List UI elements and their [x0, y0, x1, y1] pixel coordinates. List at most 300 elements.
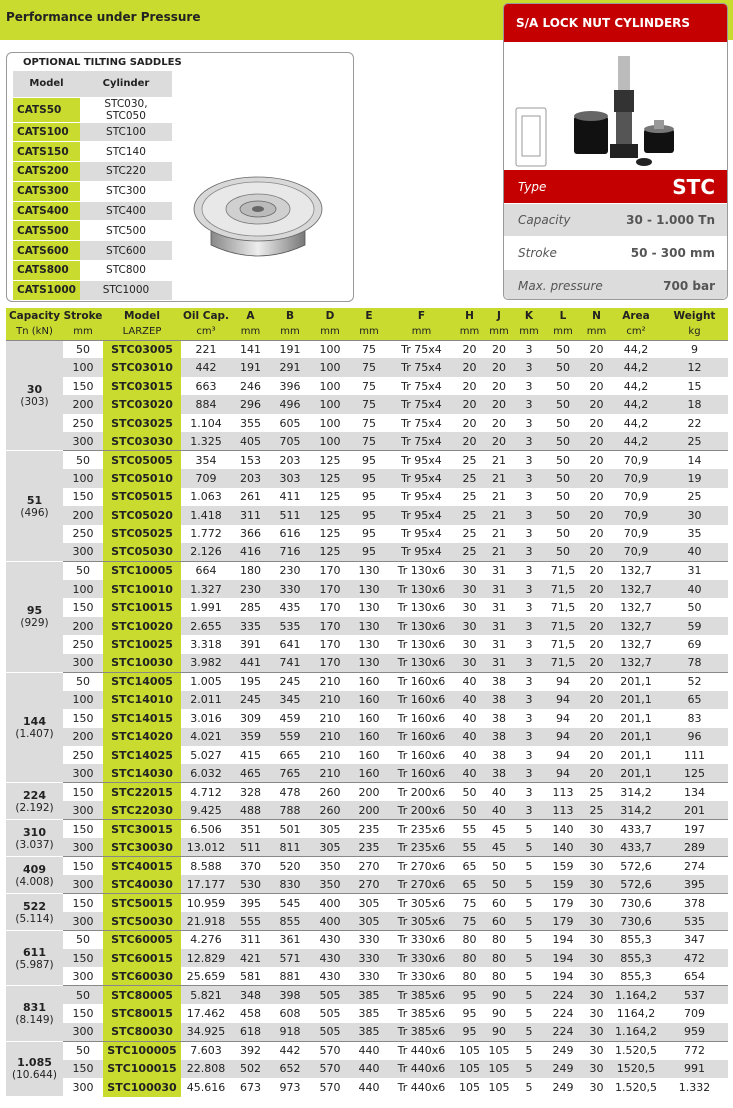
value-cell: 40	[462, 748, 477, 762]
value-cell: 75	[362, 379, 376, 393]
value-cell: 90	[484, 986, 514, 1004]
value-cell: 50	[544, 451, 582, 469]
table-row	[6, 801, 728, 819]
value-cell: 20	[582, 358, 611, 376]
value-cell: 194	[544, 931, 582, 949]
value-cell: 22.808	[181, 1060, 231, 1078]
value-cell: 250	[72, 748, 94, 762]
value-cell: 5	[514, 857, 544, 875]
value-cell: 95	[350, 543, 388, 561]
value-cell: 442	[270, 1041, 310, 1059]
value-cell: 3	[514, 469, 544, 487]
value-cell: Tr 440x6	[397, 1080, 446, 1094]
value-cell: 100	[310, 395, 350, 413]
value-cell: 664	[181, 561, 231, 579]
value-cell: 354	[181, 451, 231, 469]
value-cell: 150	[72, 1007, 94, 1021]
value-cell: 881	[279, 969, 301, 983]
value-cell: 44,2	[611, 432, 661, 450]
value-cell: 50	[63, 451, 103, 469]
value-cell: 378	[661, 894, 728, 912]
value-cell: 40	[484, 783, 514, 801]
model-cell: STC80005	[103, 986, 181, 1004]
value-cell: 1.991	[190, 601, 222, 615]
value-cell: 5.821	[181, 986, 231, 1004]
value-cell: Tr 385x6	[397, 1007, 446, 1021]
model-cell: STC30030	[103, 838, 181, 856]
value-cell: 132,7	[611, 654, 661, 672]
value-cell: 150	[72, 601, 94, 615]
value-cell: 111	[684, 748, 705, 762]
value-cell: 45	[484, 820, 514, 838]
value-cell: 150	[63, 820, 103, 838]
model-cell: STC10005	[103, 561, 181, 579]
value-cell: 60	[484, 894, 514, 912]
cylinder-product-image	[504, 44, 728, 169]
model-cell: STC05010	[103, 469, 181, 487]
value-cell: 12.829	[181, 949, 231, 967]
value-cell: 20	[589, 748, 604, 762]
value-cell: 7.603	[181, 1041, 231, 1059]
value-cell: 59	[661, 617, 728, 635]
value-cell: 75	[455, 894, 484, 912]
capacity-kn: (5.987)	[15, 958, 54, 971]
capacity-kn: (929)	[20, 617, 49, 630]
value-cell: 285	[240, 601, 261, 615]
value-cell: 160	[350, 691, 388, 709]
col-header: Oil Cap.	[182, 310, 230, 322]
value-cell: 459	[279, 711, 301, 725]
value-cell: Tr 95x4	[388, 451, 455, 469]
value-cell: 14	[661, 451, 728, 469]
value-cell: 105	[488, 1080, 510, 1094]
value-cell: 291	[270, 358, 310, 376]
table-row	[6, 1060, 728, 1078]
value-cell: 141	[231, 340, 270, 358]
value-cell: 501	[270, 820, 310, 838]
value-cell: 100	[310, 340, 350, 358]
capacity-cell	[6, 986, 63, 1041]
value-cell: 959	[661, 1023, 728, 1041]
value-cell: 830	[270, 875, 310, 893]
value-cell: 30	[455, 561, 484, 579]
value-cell: 95	[350, 469, 388, 487]
value-cell: 300	[63, 543, 103, 561]
value-cell: 201	[661, 801, 728, 819]
value-cell: 20	[582, 451, 611, 469]
stroke-value: 50 - 300 mm	[630, 246, 715, 260]
value-cell: 458	[240, 1007, 261, 1021]
value-cell: 811	[270, 838, 310, 856]
value-cell: 21	[484, 506, 514, 524]
value-cell: 71,5	[544, 654, 582, 672]
value-cell: 435	[279, 601, 301, 615]
value-cell: 94	[556, 748, 570, 762]
model-cell: STC50015	[103, 894, 181, 912]
value-cell: 170	[310, 617, 350, 635]
value-cell: 9	[661, 340, 728, 358]
value-cell: 570	[319, 1080, 341, 1094]
value-cell: 194	[552, 969, 574, 983]
value-cell: 260	[310, 783, 350, 801]
saddles-row	[13, 241, 172, 261]
capacity-cell	[6, 820, 63, 857]
value-cell: 3.016	[190, 711, 222, 725]
value-cell: Tr 440x6	[388, 1041, 455, 1059]
value-cell: 130	[350, 654, 388, 672]
value-cell: 12	[661, 358, 728, 376]
value-cell: 160	[358, 711, 380, 725]
value-cell: 4.021	[181, 728, 231, 746]
value-cell: 203	[231, 469, 270, 487]
value-cell: 440	[350, 1041, 388, 1059]
tilting-saddle-image	[193, 163, 323, 263]
value-cell: 1.520,5	[611, 1041, 661, 1059]
model-cell: STC40030	[103, 875, 181, 893]
value-cell: 350	[310, 875, 350, 893]
value-cell: 96	[661, 728, 728, 746]
value-cell: 21.918	[181, 912, 231, 930]
value-cell: 3	[525, 527, 533, 541]
col-unit: mm	[388, 324, 455, 340]
model-cell: STC60030	[103, 967, 181, 985]
value-cell: 50	[556, 379, 570, 393]
capacity-label: Capacity	[518, 213, 571, 227]
table-row	[6, 654, 728, 672]
table-row	[6, 598, 728, 616]
table-row	[6, 414, 728, 432]
value-cell: Tr 75x4	[388, 340, 455, 358]
value-cell: 3	[514, 801, 544, 819]
value-cell: 250	[72, 416, 94, 430]
value-cell: 17.177	[181, 875, 231, 893]
saddles-table	[13, 71, 172, 301]
value-cell: 20	[582, 691, 611, 709]
value-cell: 191	[231, 358, 270, 376]
value-cell: 130	[350, 561, 388, 579]
value-cell: 21	[484, 543, 514, 561]
value-cell: 5	[514, 1041, 544, 1059]
value-cell: 40	[455, 691, 484, 709]
col-unit: mm	[514, 324, 544, 340]
value-cell: 311	[231, 506, 270, 524]
col-header: F	[388, 308, 455, 324]
value-cell: 5	[514, 949, 544, 967]
saddles-row	[13, 142, 172, 162]
value-cell: 17.462	[186, 1007, 226, 1021]
value-cell: 502	[231, 1060, 270, 1078]
value-cell: 221	[181, 340, 231, 358]
value-cell: 210	[310, 764, 350, 782]
value-cell: 201,1	[620, 748, 652, 762]
value-cell: 20	[484, 432, 514, 450]
value-cell: 5	[525, 1007, 533, 1021]
value-cell: 555	[231, 912, 270, 930]
value-cell: 1.164,2	[611, 1023, 661, 1041]
value-cell: 20	[582, 432, 611, 450]
value-cell: 50	[63, 986, 103, 1004]
value-cell: 30	[589, 1080, 604, 1094]
value-cell: 159	[544, 857, 582, 875]
table-row	[6, 488, 728, 506]
value-cell: 170	[310, 561, 350, 579]
saddle-model: CATS150	[13, 142, 80, 162]
value-cell: 3	[525, 490, 533, 504]
value-cell: 305	[310, 838, 350, 856]
capacity-tn: 51	[26, 493, 43, 507]
capacity-cell	[6, 931, 63, 986]
value-cell: 132,7	[620, 637, 652, 651]
value-cell: 741	[270, 654, 310, 672]
value-cell: 572,6	[611, 857, 661, 875]
specs-table	[6, 308, 728, 1097]
table-row	[6, 580, 728, 598]
table-row	[6, 617, 728, 635]
value-cell: 663	[195, 379, 217, 393]
value-cell: Tr 305x6	[388, 894, 455, 912]
value-cell: 38	[484, 728, 514, 746]
value-cell: 3	[514, 432, 544, 450]
value-cell: 21	[484, 451, 514, 469]
col-header: H	[455, 308, 484, 324]
value-cell: 44,2	[611, 395, 661, 413]
value-cell: 38	[484, 691, 514, 709]
value-cell: 230	[231, 580, 270, 598]
value-cell: 65	[455, 875, 484, 893]
value-cell: 3	[514, 783, 544, 801]
table-row	[6, 857, 728, 875]
value-cell: 300	[63, 1023, 103, 1041]
value-cell: 100	[63, 580, 103, 598]
value-cell: 25	[462, 527, 477, 541]
value-cell: 20	[582, 672, 611, 690]
capacity-kn: (10.644)	[12, 1069, 57, 1082]
value-cell: 80	[455, 949, 484, 967]
value-cell: 385	[350, 986, 388, 1004]
value-cell: 95	[362, 527, 376, 541]
value-cell: 40	[455, 672, 484, 690]
value-cell: Tr 130x6	[397, 637, 446, 651]
value-cell: 100	[63, 691, 103, 709]
value-cell: 1.063	[190, 490, 222, 504]
value-cell: 545	[270, 894, 310, 912]
value-cell: 224	[544, 986, 582, 1004]
saddles-title: OPTIONAL TILTING SADDLES	[23, 57, 182, 68]
model-cell: STC100030	[103, 1078, 181, 1096]
model-cell: STC80015	[103, 1004, 181, 1022]
value-cell: Tr 95x4	[401, 527, 442, 541]
value-cell: 25	[455, 469, 484, 487]
col-header: N	[582, 308, 611, 324]
value-cell: 125	[319, 527, 341, 541]
saddles-row	[13, 122, 172, 142]
value-cell: 44,2	[611, 340, 661, 358]
capacity-tn: 224	[23, 788, 46, 802]
value-cell: 50	[63, 672, 103, 690]
value-cell: 69	[687, 637, 702, 651]
value-cell: 45	[484, 838, 514, 856]
value-cell: 70,9	[611, 543, 661, 561]
value-cell: 355	[240, 416, 261, 430]
value-cell: 359	[231, 728, 270, 746]
table-row	[6, 931, 728, 949]
value-cell: 305	[350, 912, 388, 930]
value-cell: Tr 235x6	[388, 820, 455, 838]
saddle-cylinder: STC600	[80, 241, 172, 261]
value-cell: 34.925	[181, 1023, 231, 1041]
value-cell: 160	[350, 728, 388, 746]
value-cell: 20	[582, 469, 611, 487]
value-cell: 21	[492, 527, 506, 541]
saddles-row	[13, 162, 172, 182]
saddles-row	[13, 261, 172, 281]
table-row	[6, 838, 728, 856]
value-cell: 3	[514, 358, 544, 376]
capacity-tn: 95	[26, 604, 43, 618]
value-cell: 20	[582, 561, 611, 579]
value-cell: 179	[544, 894, 582, 912]
value-cell: 991	[661, 1060, 728, 1078]
value-cell: 60	[484, 912, 514, 930]
saddles-col-model: Model	[13, 71, 80, 97]
capacity-cell	[6, 1041, 63, 1096]
value-cell: Tr 330x6	[388, 949, 455, 967]
value-cell: 80	[484, 949, 514, 967]
value-cell: 30	[455, 654, 484, 672]
value-cell: 20	[589, 379, 604, 393]
value-cell: 3	[514, 395, 544, 413]
value-cell: 289	[661, 838, 728, 856]
value-cell: 3	[525, 601, 533, 615]
value-cell: 572,6	[611, 875, 661, 893]
value-cell: 75	[350, 340, 388, 358]
value-cell: 150	[72, 711, 94, 725]
table-row	[6, 561, 728, 579]
value-cell: 100	[319, 416, 341, 430]
value-cell: 105	[455, 1041, 484, 1059]
spec-pressure-row	[504, 270, 727, 300]
value-cell: 20	[582, 764, 611, 782]
value-cell: 13.012	[181, 838, 231, 856]
saddle-cylinder: STC800	[80, 261, 172, 281]
value-cell: Tr 440x6	[388, 1060, 455, 1078]
capacity-kn: (3.037)	[15, 838, 54, 851]
value-cell: 125	[661, 764, 728, 782]
value-cell: Tr 385x6	[388, 986, 455, 1004]
value-cell: 30	[582, 931, 611, 949]
value-cell: 210	[319, 711, 341, 725]
saddles-row	[13, 221, 172, 241]
value-cell: 22	[687, 416, 702, 430]
value-cell: 6.506	[181, 820, 231, 838]
value-cell: 616	[279, 527, 301, 541]
capacity-value: 30 - 1.000 Tn	[626, 213, 715, 227]
value-cell: 200	[350, 801, 388, 819]
table-row	[6, 358, 728, 376]
value-cell: 38	[492, 748, 506, 762]
value-cell: 20	[455, 340, 484, 358]
capacity-kn: (1.407)	[15, 728, 54, 741]
value-cell: 772	[661, 1041, 728, 1059]
value-cell: 70,9	[611, 506, 661, 524]
value-cell: 170	[319, 601, 341, 615]
value-cell: 3.318	[190, 637, 222, 651]
value-cell: 1.325	[181, 432, 231, 450]
table-row	[6, 764, 728, 782]
col-header: K	[514, 308, 544, 324]
value-cell: 45.616	[186, 1080, 226, 1094]
value-cell: 20	[455, 358, 484, 376]
col-unit: LARZEP	[103, 324, 181, 340]
value-cell: 210	[319, 748, 341, 762]
pressure-label: Max. pressure	[518, 279, 603, 293]
value-cell: 4.712	[181, 783, 231, 801]
value-cell: 305	[310, 820, 350, 838]
col-unit: Tn (kN)	[6, 324, 63, 340]
value-cell: 40	[661, 580, 728, 598]
saddle-cylinder: STC030, STC050	[80, 97, 172, 122]
value-cell: 300	[63, 875, 103, 893]
value-cell: Tr 160x6	[388, 672, 455, 690]
value-cell: 191	[270, 340, 310, 358]
model-cell: STC14010	[103, 691, 181, 709]
value-cell: 70,9	[623, 527, 649, 541]
value-cell: 100	[63, 469, 103, 487]
value-cell: 3	[514, 451, 544, 469]
value-cell: 132,7	[611, 617, 661, 635]
value-cell: 10.959	[181, 894, 231, 912]
col-unit: cm³	[181, 324, 231, 340]
value-cell: 30	[582, 1023, 611, 1041]
table-row	[6, 395, 728, 413]
value-cell: 300	[63, 838, 103, 856]
value-cell: 55	[455, 820, 484, 838]
table-row	[6, 875, 728, 893]
capacity-kn: (496)	[20, 506, 49, 519]
value-cell: 441	[231, 654, 270, 672]
value-cell: 270	[350, 875, 388, 893]
value-cell: 305	[350, 894, 388, 912]
value-cell: 249	[544, 1060, 582, 1078]
value-cell: 3	[514, 691, 544, 709]
value-cell: 250	[72, 527, 94, 541]
value-cell: 5	[514, 820, 544, 838]
value-cell: 50	[556, 527, 570, 541]
value-cell: 1.418	[181, 506, 231, 524]
value-cell: 1.520,5	[615, 1080, 657, 1094]
table-row	[6, 949, 728, 967]
pressure-value: 700 bar	[663, 279, 715, 293]
table-row	[6, 451, 728, 469]
value-cell: 421	[231, 949, 270, 967]
value-cell: 5	[514, 838, 544, 856]
value-cell: 335	[231, 617, 270, 635]
value-cell: 3	[514, 617, 544, 635]
value-cell: Tr 75x4	[388, 358, 455, 376]
value-cell: 1.104	[190, 416, 222, 430]
model-cell: STC22015	[103, 783, 181, 801]
value-cell: 25	[582, 801, 611, 819]
value-cell: 132,7	[611, 580, 661, 598]
value-cell: Tr 130x6	[388, 654, 455, 672]
value-cell: 330	[350, 931, 388, 949]
value-cell: Tr 130x6	[388, 580, 455, 598]
value-cell: 30	[582, 1060, 611, 1078]
value-cell: 5	[514, 875, 544, 893]
value-cell: 505	[310, 986, 350, 1004]
value-cell: 44,2	[611, 358, 661, 376]
value-cell: 71,5	[544, 580, 582, 598]
